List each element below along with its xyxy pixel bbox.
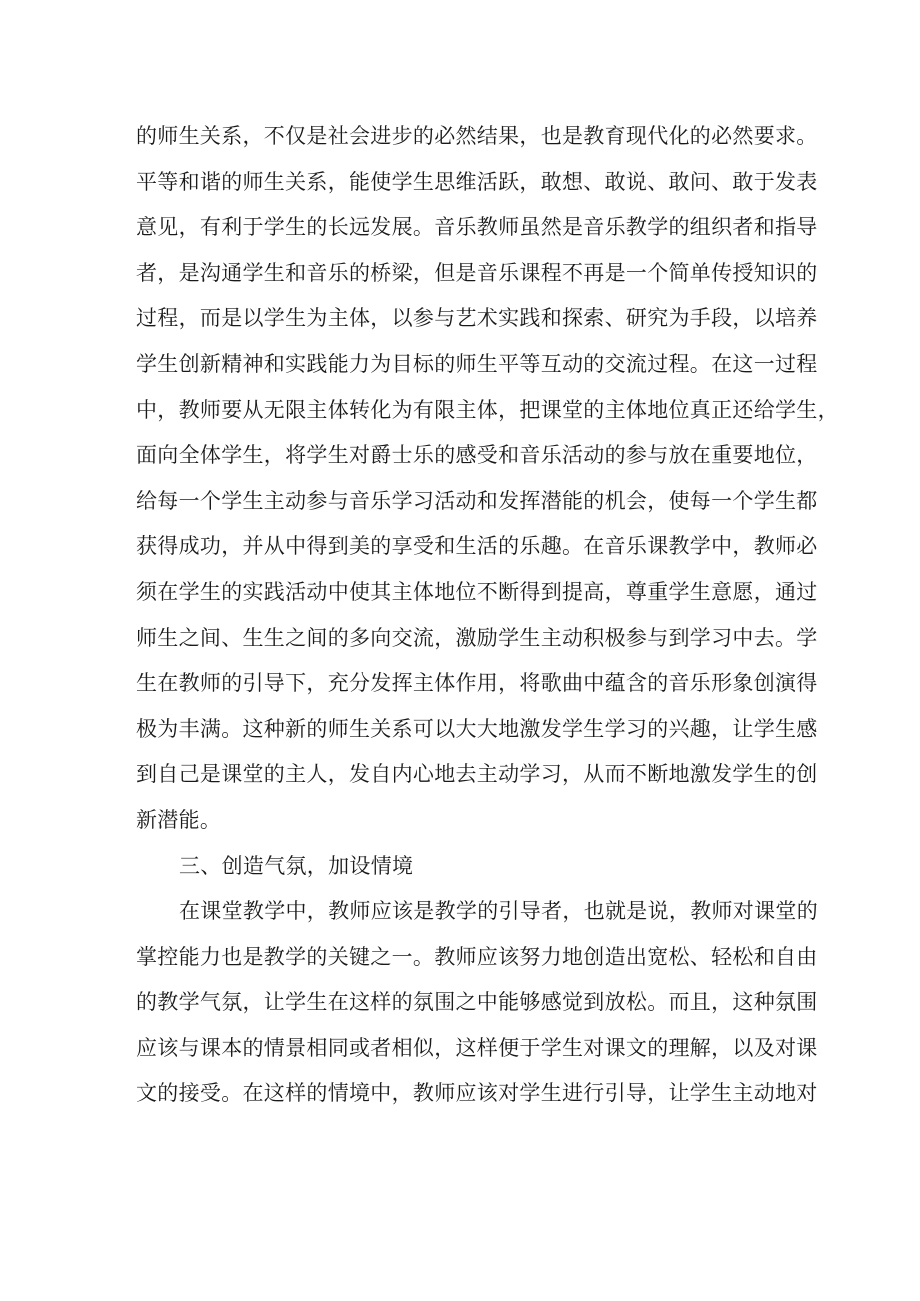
text-line: 新潜能。	[136, 807, 222, 832]
body-text	[136, 114, 839, 1117]
text-line: 过程，而是以学生为主体，以参与艺术实践和探索、研究为手段，以培养	[136, 306, 818, 331]
text-line: 平等和谐的师生关系，能使学生思维活跃，敢想、敢说、敢问、敢于发表	[136, 169, 818, 194]
text-line: 文的接受。在这样的情境中，教师应该对学生进行引导，让学生主动地对	[136, 1081, 818, 1106]
text-line: 的师生关系，不仅是社会进步的必然结果，也是教育现代化的必然要求。	[136, 124, 818, 148]
text-line: 者，是沟通学生和音乐的桥梁，但是音乐课程不再是一个简单传授知识的	[136, 260, 818, 285]
text-line: 师生之间、生生之间的多向交流，激励学生主动积极参与到学习中去。学	[136, 625, 818, 650]
text-line: 生在教师的引导下，充分发挥主体作用，将歌曲中蕴含的音乐形象创演得	[136, 671, 818, 696]
text-line: 到自己是课堂的主人，发自内心地去主动学习，从而不断地激发学生的创	[136, 762, 818, 787]
text-line: 意见，有利于学生的长远发展。音乐教师虽然是音乐教学的组织者和指导	[136, 215, 818, 240]
section-heading: 三、创造气氛，加设情境	[179, 853, 414, 878]
text-line: 须在学生的实践活动中使其主体地位不断得到提高，尊重学生意愿，通过	[136, 579, 818, 604]
text-line: 给每一个学生主动参与音乐学习活动和发挥潜能的机会，使每一个学生都	[136, 488, 818, 513]
text-line: 的教学气氛，让学生在这样的氛围之中能够感觉到放松。而且，这种氛围	[136, 990, 818, 1015]
text-line: 获得成功，并从中得到美的享受和生活的乐趣。在音乐课教学中，教师必	[136, 534, 818, 559]
text-line: 面向全体学生，将学生对爵士乐的感受和音乐活动的参与放在重要地位，	[136, 443, 818, 468]
text-line: 极为丰满。这种新的师生关系可以大大地激发学生学习的兴趣，让学生感	[136, 716, 818, 741]
text-line: 学生创新精神和实践能力为目标的师生平等互动的交流过程。在这一过程	[136, 351, 818, 376]
text-line: 掌控能力也是教学的关键之一。教师应该努力地创造出宽松、轻松和自由	[136, 944, 818, 969]
text-line: 在课堂教学中，教师应该是教学的引导者，也就是说，教师对课堂的	[179, 899, 818, 924]
text-line: 中，教师要从无限主体转化为有限主体，把课堂的主体地位真正还给学生，	[136, 397, 839, 422]
text-line: 应该与课本的情景相同或者相似，这样便于学生对课文的理解，以及对课	[136, 1035, 818, 1060]
